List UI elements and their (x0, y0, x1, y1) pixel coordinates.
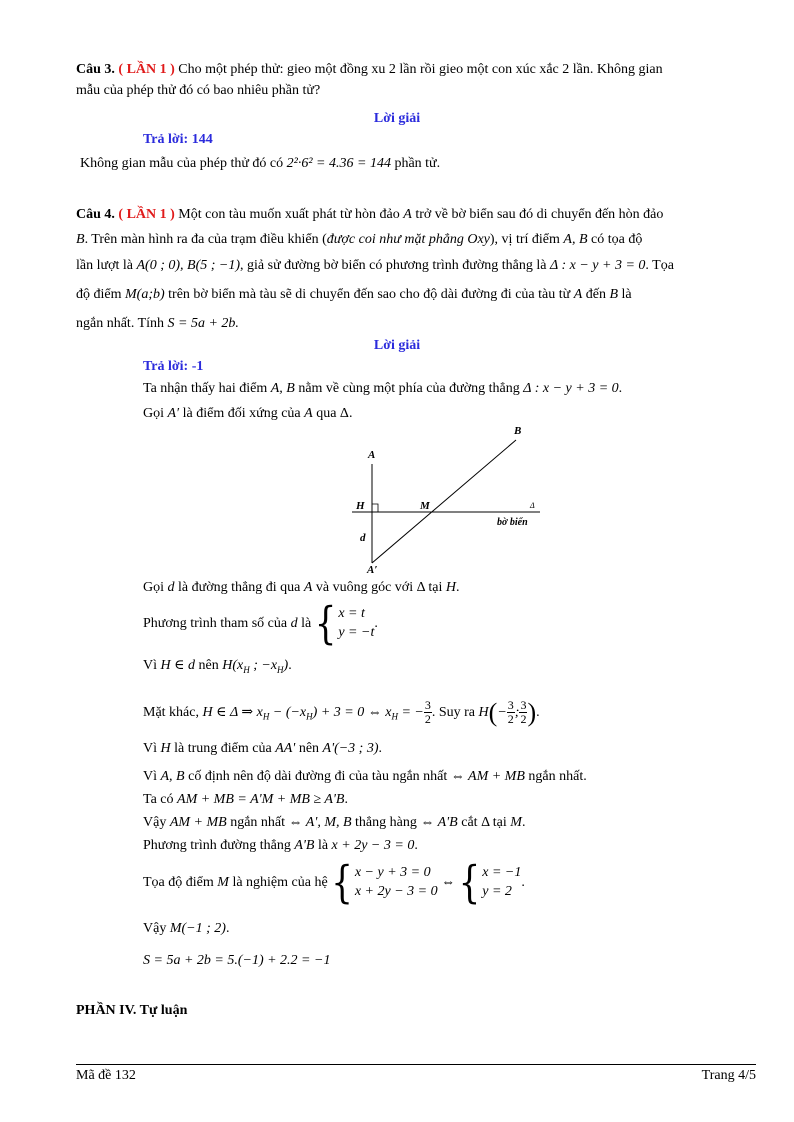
q4-s3-delta: Δ (416, 580, 425, 595)
q4-s7-math: AA' (275, 741, 296, 756)
q4-line4b: trên bờ biển mà tàu sẽ di chuyển đến sao cho độ dài đường đi của tàu từ (164, 287, 574, 302)
q4-s3-a: A (303, 580, 313, 595)
q4-s13: Vậy M(−1 ; 2). (143, 921, 230, 936)
q4-s2: Gọi A′ là điểm đối xứng của A qua Δ. (143, 406, 353, 421)
q4-s12a: Tọa độ điểm (143, 875, 218, 891)
q4-s3: Gọi d là đường thẳng đi qua A và vuông góc với Δ tại H. (143, 580, 460, 595)
q4-s6b: . Suy ra (431, 704, 479, 720)
q4-s4b: là (297, 616, 315, 632)
q4-s7c: nên (295, 741, 323, 756)
q4-line4d: là (618, 287, 632, 302)
q4-answer: Trả lời: -1 (143, 359, 204, 374)
q4-s14-math: S = 5a + 2b = 5.(−1) + 2.2 = −1 (143, 953, 331, 968)
q4-s4a: Phương trình tham số của (143, 616, 291, 632)
q4-s3b: là đường thẳng đi qua (174, 580, 304, 595)
q4-s3a: Gọi (143, 580, 168, 595)
q4-s5a: Vì (143, 658, 161, 673)
label-d: d (360, 532, 366, 544)
q4-s10-math2: ⇔ A', M, B (288, 815, 352, 830)
label-delta: Δ (530, 501, 535, 510)
footer-page-number: Trang 4/5 (701, 1068, 756, 1083)
q4-line1a: Một con tàu muốn xuất phát từ hòn đảo (178, 207, 404, 222)
label-a: A (368, 449, 376, 461)
q4-s10: Vậy AM + MB ngắn nhất ⇔ A', M, B thẳng hàng ⇔ A'B cắt Δ tại M. (143, 815, 526, 830)
q4-s1a: Ta nhận thấy hai điểm (143, 381, 271, 396)
q4-s4-system: { x = t y = −t (314, 597, 375, 650)
q3-tag: ( LẦN 1 ) (118, 62, 175, 77)
q4-s12b: là nghiệm của hệ (228, 875, 332, 891)
q4-s3d: tại (424, 580, 446, 595)
q4-s4: Phương trình tham số của d là { x = t y = −t . (143, 597, 378, 650)
q3-label: Câu 3. (76, 62, 115, 77)
q4-s13a: Vậy (143, 921, 170, 936)
q4-s11: Phương trình đường thẳng A'B là x + 2y − 3 = 0. (143, 838, 418, 853)
q4-s12-sys2-row1: x = −1 (482, 865, 522, 880)
q4-line2 (76, 232, 642, 249)
q4-line3c: . Tọa (645, 258, 674, 273)
q4-line3-math2: Δ : x − y + 3 = 0 (550, 258, 646, 273)
q3-line1 (76, 62, 663, 79)
q4-s3c: và vuông góc với (312, 580, 417, 595)
q4-s7b: là trung điểm của (170, 741, 276, 756)
q4-line3-math: A(0 ; 0), B(5 ; −1) (136, 258, 241, 273)
label-coast: bờ biển (497, 517, 528, 528)
q4-line4-math: M(a;b) (125, 287, 165, 302)
q4-s11-math: A'B (294, 838, 315, 853)
q4-line5a: ngắn nhất. Tính (76, 316, 168, 331)
q4-s10c: thẳng hàng (351, 815, 421, 830)
q4-s10d: cắt (457, 815, 482, 830)
part4-heading: PHẦN IV. Tự luận (76, 1003, 188, 1018)
q4-s5-math: H ∈ d (160, 658, 195, 673)
q3-text2: mẫu của phép thử đó có bao nhiêu phần tử? (76, 83, 321, 98)
q4-s2a: Gọi (143, 406, 168, 421)
q4-s1-math: A, B (270, 381, 295, 396)
q4-s11-math2: x + 2y − 3 = 0 (331, 838, 415, 853)
q4-s10a: Vậy (143, 815, 170, 830)
q4-s8c: ngắn nhất. (524, 769, 587, 784)
label-a-prime: A′ (367, 564, 378, 576)
q4-label: Câu 4. (76, 207, 115, 222)
q4-s7-math2: A'(−3 ; 3) (322, 741, 379, 756)
label-m: M (420, 500, 430, 512)
q4-s7-h: H (160, 741, 171, 756)
q4-line2c: có tọa độ (587, 232, 643, 247)
q4-s9a: Ta có (143, 792, 178, 807)
q4-tag: ( LẦN 1 ) (118, 207, 175, 222)
q3-body-post: phần tử. (390, 156, 441, 171)
label-h: H (356, 500, 365, 512)
q4-s8b: cố định nên độ dài đường đi của tàu ngắn nhất (184, 769, 451, 784)
q4-s2-math: A′ (167, 406, 180, 421)
q4-s2-a: A (304, 406, 313, 421)
q4-s12-m: M (217, 875, 229, 891)
q4-s14 (143, 953, 330, 970)
q4-line1b: trở về bờ biển sau đó di chuyển đến hòn đảo (411, 207, 664, 222)
q4-s3-h: H (445, 580, 456, 595)
q4-s12-sys1-row1: x − y + 3 = 0 (354, 865, 431, 880)
q4-line1 (76, 207, 663, 224)
q4-s9: Ta có AM + MB = A'M + MB ≥ A'B. (143, 792, 348, 807)
q4-s8 (143, 769, 587, 786)
q3-body-math: 2²·6² = 4.36 = 144 (286, 156, 391, 171)
q4-s10b: ngắn nhất (226, 815, 289, 830)
q4-s4-d: d (290, 616, 298, 632)
q4-line5-math: S = 5a + 2b. (167, 316, 239, 331)
q3-text1: Cho một phép thử: gieo một đồng xu 2 lần rồi gieo một con xúc xắc 2 lần. Không gian (178, 62, 663, 77)
q4-s11b: là (314, 838, 332, 853)
q4-s5b: nên (194, 658, 223, 673)
q3-body (80, 156, 440, 173)
q4-s11a: Phương trình đường thẳng (143, 838, 295, 853)
q4-line4a: độ điểm (76, 287, 125, 302)
q4-s1b: nằm về cùng một phía của đường thẳng (294, 381, 524, 396)
q4-line4-a: A (573, 287, 583, 302)
q4-line4-b: B (609, 287, 619, 302)
q4-line2-italic: được coi như mặt phẳng Oxy (326, 232, 490, 247)
q4-s12-system1: { x − y + 3 = 0 x + 2y − 3 = 0 (331, 856, 438, 909)
right-angle-mark (372, 504, 378, 512)
q4-s8-math2: ⇔ AM + MB (450, 769, 525, 784)
q4-line2-ab: A, B (563, 232, 588, 247)
q4-s2-delta: Δ (339, 406, 349, 421)
q4-s10-m: M (510, 815, 522, 830)
q4-line3b: , giả sử đường bờ biển có phương trình đường thẳng là (240, 258, 550, 273)
q4-s5-math2: H(x (222, 658, 244, 673)
footer-exam-code: Mã đề 132 (76, 1068, 136, 1083)
q4-line2a: . Trên màn hình ra đa của trạm điều khiển ( (84, 232, 327, 247)
q4-s1-math2: Δ : x − y + 3 = 0 (523, 381, 619, 396)
q4-line3a: lần lượt là (76, 258, 137, 273)
q4-s10-math3: ⇔ A'B (420, 815, 458, 830)
q4-point-b: B (76, 232, 85, 247)
segment-a-prime-b (372, 440, 516, 563)
q4-s12: Tọa độ điểm M là nghiệm của hệ { x − y + 3 = 0 x + 2y − 3 = 0 ⇔ { x = −1 y = 2 . (143, 856, 525, 909)
q4-s6: Mặt khác, H ∈ Δ ⇒ $x_H - (-x_H) + 3 = 0$ ⇔ $x_H$ = − $\frac{3}{2}$ . Suy ra H(− $\frac{3}{2}$ ; $\frac{3}{2}$ ). (143, 697, 540, 727)
q4-line5 (76, 316, 239, 333)
q4-s2c: qua (312, 406, 340, 421)
q4-s9-math: AM + MB = A'M + MB ≥ A'B (177, 792, 345, 807)
q4-s12-sys1-row2: x + 2y − 3 = 0 (354, 883, 438, 899)
q4-s10-delta: Δ (481, 815, 490, 830)
q4-s8-math: A, B (160, 769, 185, 784)
q4-s8a: Vì (143, 769, 161, 784)
q4-s6a: Mặt khác, (143, 704, 203, 720)
geometry-figure (340, 420, 560, 580)
footer-divider (76, 1064, 756, 1065)
q4-line2b: ), vị trí điểm (489, 232, 564, 247)
q4-line4 (76, 287, 632, 304)
q4-solution-title: Lời giải (373, 338, 421, 353)
q4-s12-system2: { x = −1 y = 2 (458, 856, 522, 909)
q4-s3-d: d (167, 580, 175, 595)
q4-s12-sys2-row2: y = 2 (482, 883, 512, 899)
q4-s6-math: H ∈ Δ ⇒ x (202, 704, 263, 720)
q4-s10e: tại (489, 815, 511, 830)
q4-point-a: A (403, 207, 412, 222)
q4-s1: Ta nhận thấy hai điểm A, B nằm về cùng một phía của đường thẳng Δ : x − y + 3 = 0. (143, 381, 623, 396)
q4-s4-sys-row2: y = −t (338, 624, 375, 640)
q3-solution-title: Lời giải (373, 111, 421, 126)
q3-body-pre: Không gian mẫu của phép thử đó có (80, 156, 287, 171)
q4-s4-sys-row1: x = t (338, 606, 365, 621)
q4-s10-math: AM + MB (169, 815, 227, 830)
label-b: B (514, 425, 522, 437)
q4-line4c: đến (582, 287, 610, 302)
q4-line3 (76, 258, 674, 275)
q3-answer: Trả lời: 144 (143, 132, 213, 147)
q4-s7a: Vì (143, 741, 161, 756)
q4-s5: Vì H ∈ d nên $H(x_H$ ; $-x_H$). (143, 658, 292, 675)
q4-s2b: là điểm đối xứng của (179, 406, 305, 421)
q4-s13-math: M(−1 ; 2) (169, 921, 226, 936)
q4-s7: Vì H là trung điểm của AA' nên A'(−3 ; 3). (143, 741, 383, 756)
